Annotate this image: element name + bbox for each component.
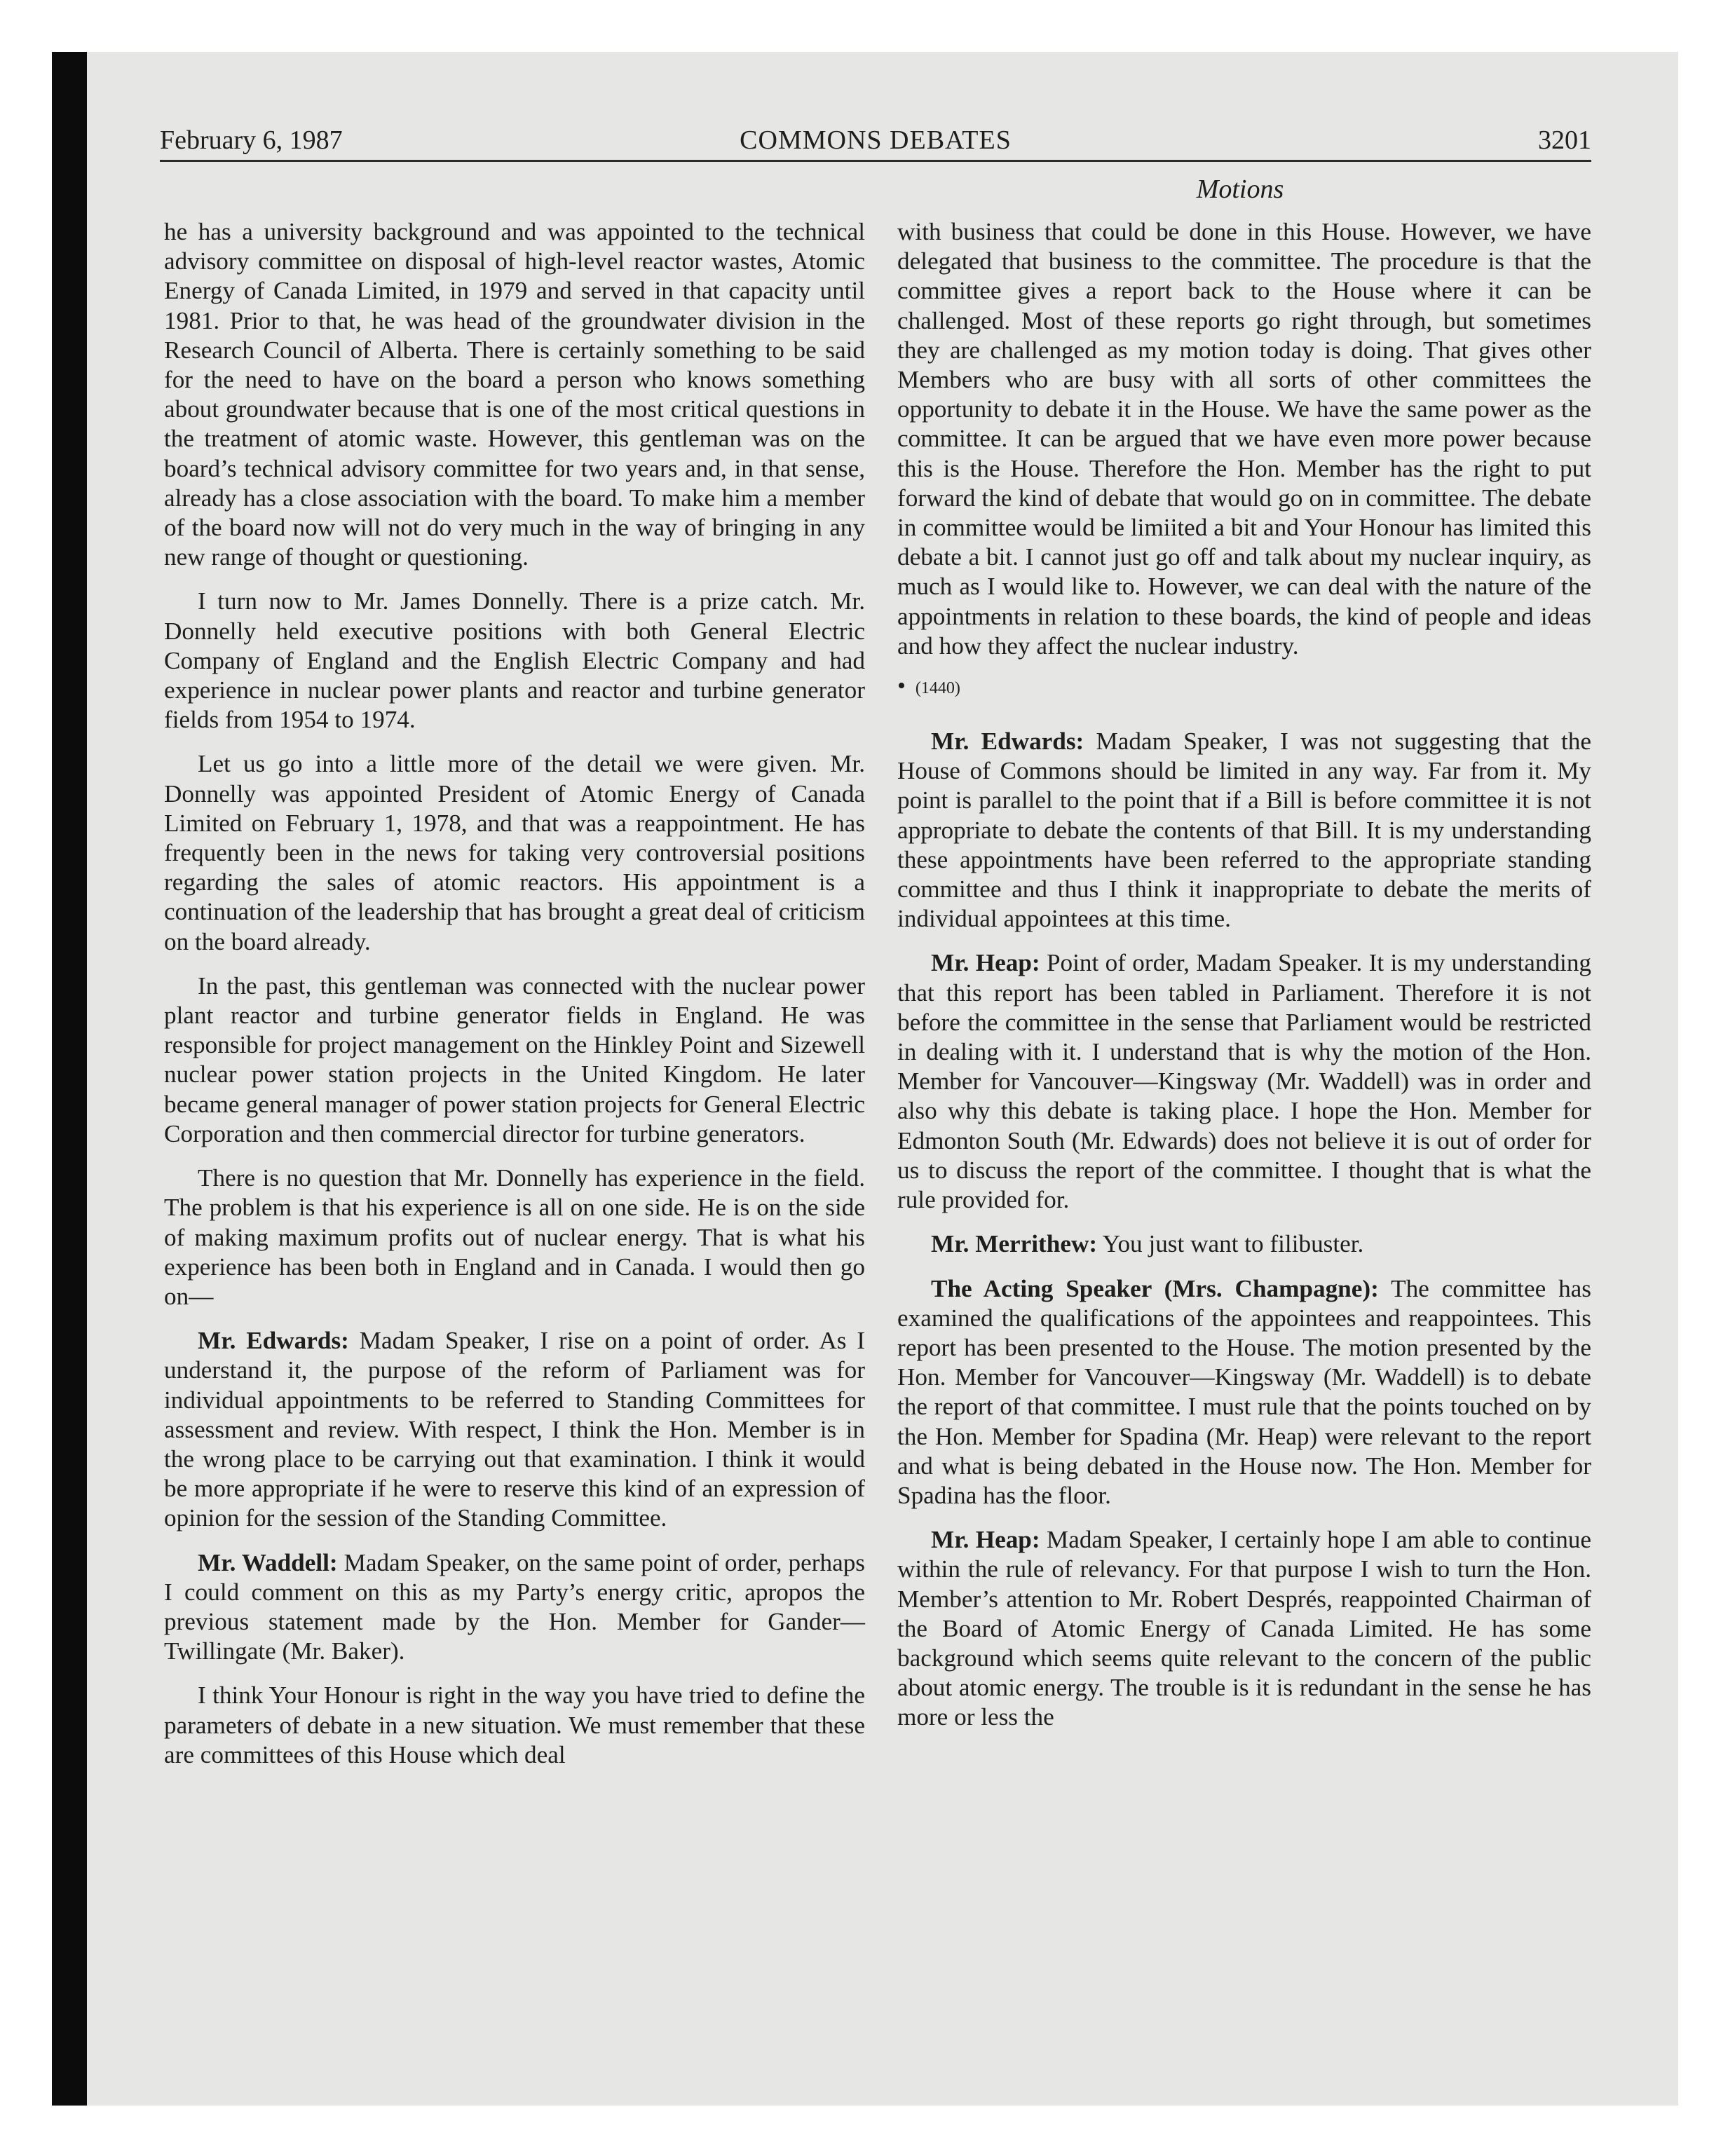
- speech-paragraph: Mr. Edwards: Madam Speaker, I rise on a point of order. As I understand it, the purpose of the reform of Parliament was for individual appointments to be referred to Standing Committees for assessment and review. With respect, I think the Hon. Member is in the wrong place to be carrying out that examination. I think it would be more appropriate if he were to reserve this kind of an expression of opinion for the session of the Standing Committee.: [164, 1327, 865, 1532]
- speaker-name: Mr. Edwards:: [931, 728, 1084, 756]
- speech-paragraph: Mr. Waddell: Madam Speaker, on the same point of order, perhaps I could comment on this as my Party’s energy critic, apropos the previous statement made by the Hon. Member for Gander—Twillingate (Mr. Baker).: [164, 1548, 865, 1665]
- left-column: [164, 217, 865, 1785]
- speaker-name: Mr. Edwards:: [198, 1327, 349, 1355]
- speaker-name: Mr. Merrithew:: [931, 1230, 1098, 1258]
- speech-paragraph: Mr. Edwards: Madam Speaker, I was not suggesting that the House of Commons should be limited in any way. Far from it. My point is parallel to the point that if a Bill is before committee it is not appropriate to debate the contents of that Bill. It is my understanding these appointments have been referred to the appropriate standing committee and thus I think it inappropriate to debate the merits of individual appointees at this time.: [897, 728, 1591, 933]
- paragraph: There is no question that Mr. Donnelly has experience in the field. The problem is that his experience is all on one side. He is on the side of making maximum profits out of nuclear energy. That is what his experience has been both in England and in Canada. I would then go on—: [164, 1164, 865, 1310]
- header-date: February 6, 1987: [160, 125, 343, 155]
- timestamp-time: (1440): [915, 679, 960, 698]
- paragraph: In the past, this gentleman was connected with the nuclear power plant reactor and turbine generator fields in England. He was responsible for project management on the Hinkley Point and Sizewell nuclear power station projects in the United Kingdom. He later became general manager of power station projects for General Electric Corporation and then commercial director for turbine generators.: [164, 971, 865, 1147]
- speaker-name: Mr. Heap:: [931, 1526, 1040, 1554]
- right-column: [897, 217, 1591, 1747]
- speech-paragraph: Mr. Heap: Point of order, Madam Speaker. It is my understanding that this report has been tabled in Parliament. Therefore it is not before the committee in the sense that Parliament would be restricted in dealing with it. I understand that is why the motion of the Hon. Member for Vancouver—Kingsway (Mr. Waddell) was in order and also why this debate is taking place. I hope the Hon. Member for Edmonton South (Mr. Edwards) does not believe it is out of order for us to discuss the report of the committee. I thought that is what the rule provided for.: [897, 949, 1592, 1214]
- page-header: [160, 121, 1591, 160]
- speaker-name: Mr. Heap:: [931, 949, 1040, 977]
- bullet-icon: •: [897, 673, 906, 700]
- paragraph: I think Your Honour is right in the way you have tried to define the parameters of debate in a new situation. We must remember that these are committees of this House which deal: [164, 1681, 865, 1768]
- timestamp: [897, 673, 1591, 700]
- paragraph: Let us go into a little more of the detail we were given. Mr. Donnelly was appointed President of Atomic Energy of Canada Limited on February 1, 1978, and that was a reappointment. He has frequently been in the news for taking very controversial positions regarding the sales of atomic reactors. His appointment is a continuation of the leadership that has brought a great deal of criticism on the board already.: [164, 750, 865, 955]
- paragraph: I turn now to Mr. James Donnelly. There is a prize catch. Mr. Donnelly held executive positions with both General Electric Company of England and the English Electric Company and had experience in nuclear power plants and reactor and turbine generator fields from 1954 to 1974.: [164, 587, 865, 734]
- binding-edge: [52, 52, 87, 2106]
- paragraph: he has a university background and was appointed to the technical advisory committee on disposal of high-level reactor wastes, Atomic Energy of Canada Limited, in 1979 and served in that capacity until 1981. Prior to that, he was head of the groundwater division in the Research Council of Alberta. There is certainly something to be said for the need to have on the board a person who knows something about groundwater because that is one of the most critical questions in the treatment of atomic waste. However, this gentleman was on the board’s technical advisory committee for two years and, in that sense, already has a close association with the board. To make him a member of the board now will not do very much in the way of bringing in any new range of thought or questioning.: [164, 218, 865, 571]
- speech-paragraph: Mr. Merrithew: You just want to filibuster.: [931, 1230, 1364, 1258]
- speaker-name: The Acting Speaker (Mrs. Champagne):: [931, 1274, 1379, 1302]
- page-number: 3201: [1538, 125, 1591, 155]
- paragraph: with business that could be done in this House. However, we have delegated that business to the committee. The procedure is that the committee gives a report back to the House where it can be challenged. Most of these reports go right through, but sometimes they are challenged as my motion today is doing. That gives other Members who are busy with all sorts of other committees the opportunity to debate it in the House. We have the same power as the committee. It can be argued that we have even more power because this is the House. Therefore the Hon. Member has the right to put forward the kind of debate that would go on in committee. The debate in committee would be limiited a bit and Your Honour has limited this debate a bit. I cannot just go off and talk about my nuclear inquiry, as much as I would like to. However, we can deal with the nature of the appointments in relation to these boards, the kind of people and ideas and how they affect the nuclear industry.: [897, 218, 1591, 660]
- speech-paragraph: The Acting Speaker (Mrs. Champagne): The committee has examined the qualifications of the appointees and reappointees. This report has been presented to the House. The motion presented by the Hon. Member for Vancouver—Kingsway (Mr. Waddell) is to debate the report of that committee. I must rule that the points touched on by the Hon. Member for Spadina (Mr. Heap) were relevant to the report and what is being debated in the House now. The Hon. Member for Spadina has the floor.: [897, 1274, 1591, 1509]
- header-title: COMMONS DEBATES: [740, 125, 1012, 155]
- header-rule: [160, 160, 1591, 162]
- speech-paragraph: Mr. Heap: Madam Speaker, I certainly hope I am able to continue within the rule of relevancy. For that purpose I wish to turn the Hon. Member’s attention to Mr. Robert Després, reappointed Chairman of the Board of Atomic Energy of Canada Limited. He has some background which seems quite relevant to the concern of the public about atomic energy. The trouble is it is redundant in the sense he has more or less the: [897, 1526, 1591, 1731]
- section-title: Motions: [1196, 175, 1284, 204]
- speaker-name: Mr. Waddell:: [198, 1548, 338, 1576]
